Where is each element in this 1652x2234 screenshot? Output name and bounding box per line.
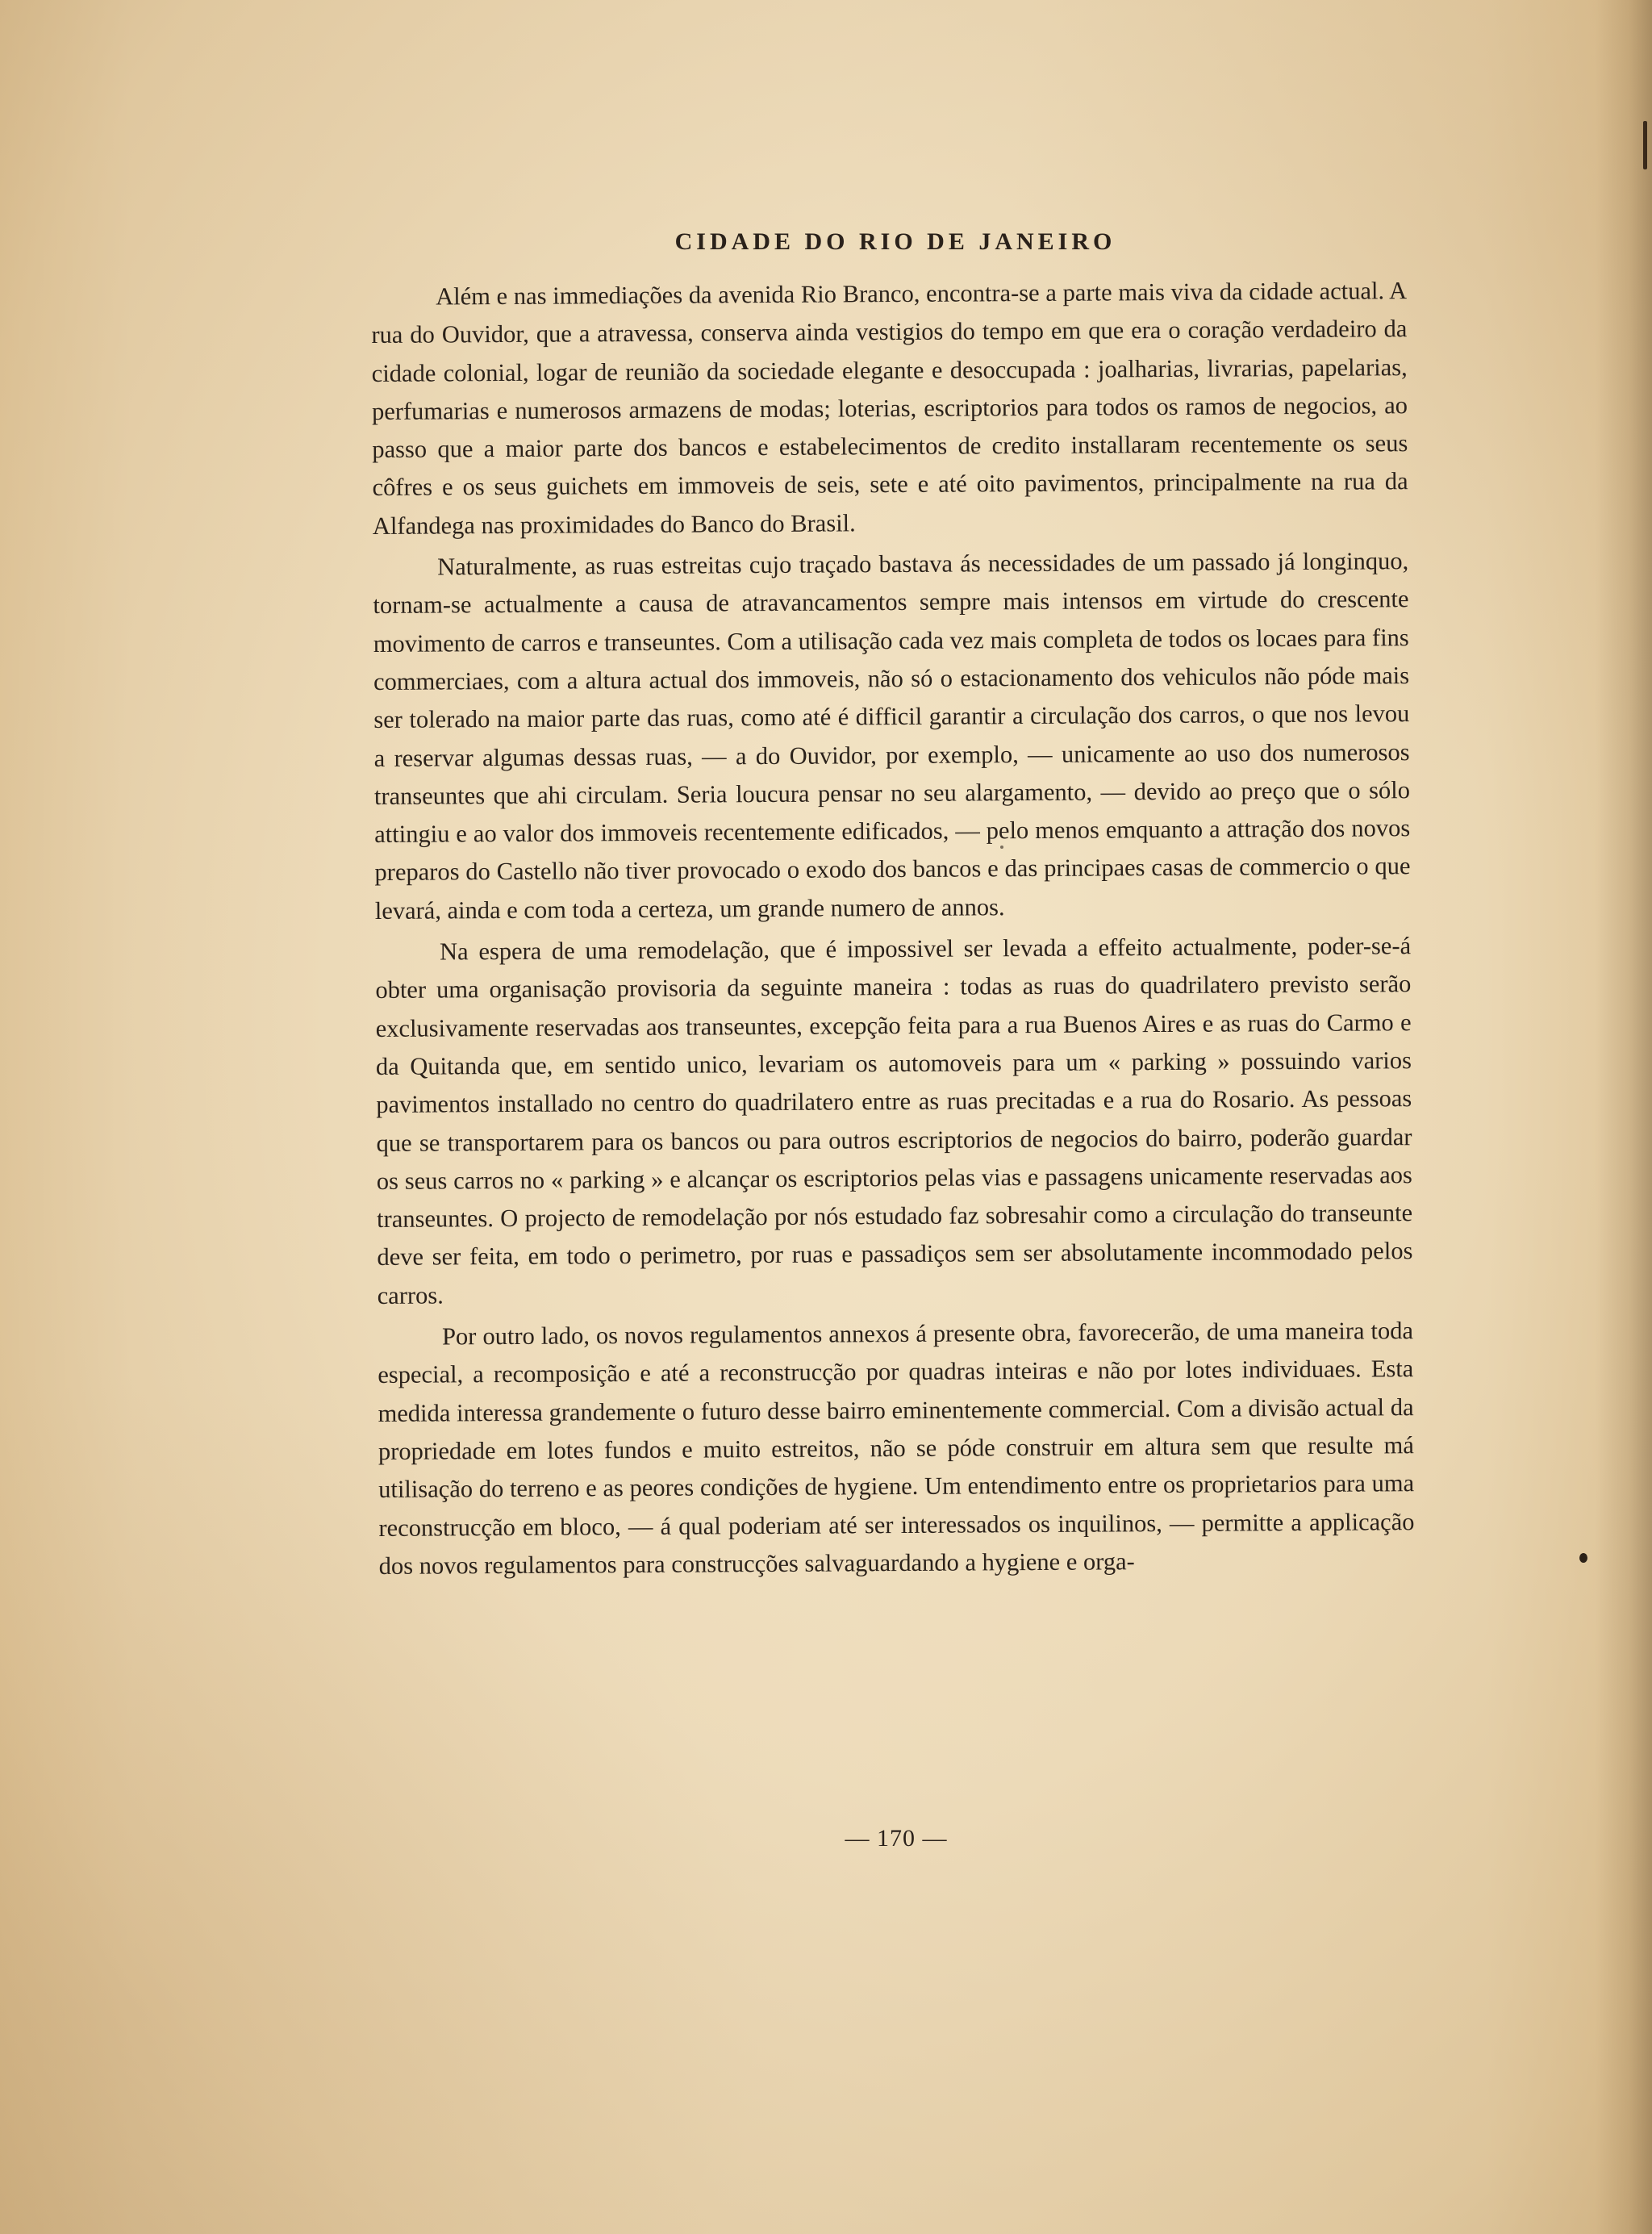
page-edge-shadow	[1596, 0, 1652, 2234]
body-text	[371, 272, 1415, 1589]
page-number: — 170 —	[845, 1825, 948, 1852]
ink-speck	[1579, 1553, 1587, 1563]
paragraph-4: Por outro lado, os novos regulamentos annexos á presente obra, favorecerão, de uma maneira toda especial, a recomposição e até a reconstrucção por quadras inteiras e não por lotes individuaes. Esta medida interessa grandemente o futuro desse bairro eminentemente commercial. Com a divisão actual da propriedade em lotes fundos e muito estreitos, não se póde construir em altura sem que resulte má utilisação do terreno e as peores condições de hygiene. Um entendimento entre os proprietarios para uma reconstrucção em bloco, — á qual poderiam até ser interessados os inquilinos, — permitte a applicação dos novos regulamentos para construcções salvaguardando a hygiene e orga-	[378, 1317, 1415, 1580]
paragraph-1: Além e nas immediações da avenida Rio Branco, encontra-se a parte mais viva da cidade actual. A rua do Ouvidor, que a atravessa, conserva ainda vestigios do tempo em que era o coração verdadeiro da cidade colonial, logar de reunião da sociedade elegante e desoccupada : joalharias, livrarias, papelarias, perfumarias e numerosos armazens de modas; loterias, escriptorios para todos os ramos de negocios, ao passo que a maior parte dos bancos e estabelecimentos de credito installaram recentemente os seus côfres e os seus guichets em immoveis de seis, sete e até oito pavimentos, principalmente na rua da Alfandega nas proximidades do Banco do Brasil.	[371, 277, 1408, 540]
running-head: CIDADE DO RIO DE JANEIRO	[674, 228, 1116, 255]
binding-mark	[1643, 121, 1647, 169]
paragraph-3: Na espera de uma remodelação, que é impossivel ser levada a effeito actualmente, poder-se-á obter uma organisação provisoria da seguinte maneira : todas as ruas do quadrilatero previsto serão exclusivamente reservadas aos transeuntes, excepção feita para a rua Buenos Aires e as ruas do Carmo e da Quitanda que, em sentido unico, levariam os automoveis para um « parking » possuindo varios pavimentos installado no centro do quadrilatero entre as ruas precitadas e a rua do Rosario. As pessoas que se transportarem para os bancos ou para outros escriptorios de negocios do bairro, poderão guardar os seus carros no « parking » e alcançar os escriptorios pelas vias e passagens unicamente reservadas aos transeuntes. O projecto de remodelação por nós estudado faz sobresahir como a circulação do transeunte deve ser feita, em todo o perimetro, por ruas e passadiços sem ser absolutamente incommodado pelos carros.	[375, 932, 1413, 1309]
paragraph-2: Naturalmente, as ruas estreitas cujo traçado bastava ás necessidades de um passado já longinquo, tornam-se actualmente a causa de atravancamentos sempre mais intensos em virtude do crescente movimento de carros e transeuntes. Com a utilisação cada vez mais completa de todos os locaes para fins commerciaes, com a altura actual dos immoveis, não só o estacionamento dos vehiculos não póde mais ser tolerado na maior parte das ruas, como até é difficil garantir a circulação dos carros, o que nos levou a reservar algumas dessas ruas, — a do Ouvidor, por exemplo, — unicamente ao uso dos numerosos transeuntes que ahi circulam. Seria loucura pensar no seu alargamento, — devido ao preço que o sólo attingiu e ao valor dos immoveis recentemente edificados, — pelo menos emquanto a attração dos novos preparos do Castello não tiver provocado o exodo dos bancos e das principaes casas de commercio o que levará, ainda e com toda a certeza, um grande numero de annos.	[373, 547, 1411, 925]
